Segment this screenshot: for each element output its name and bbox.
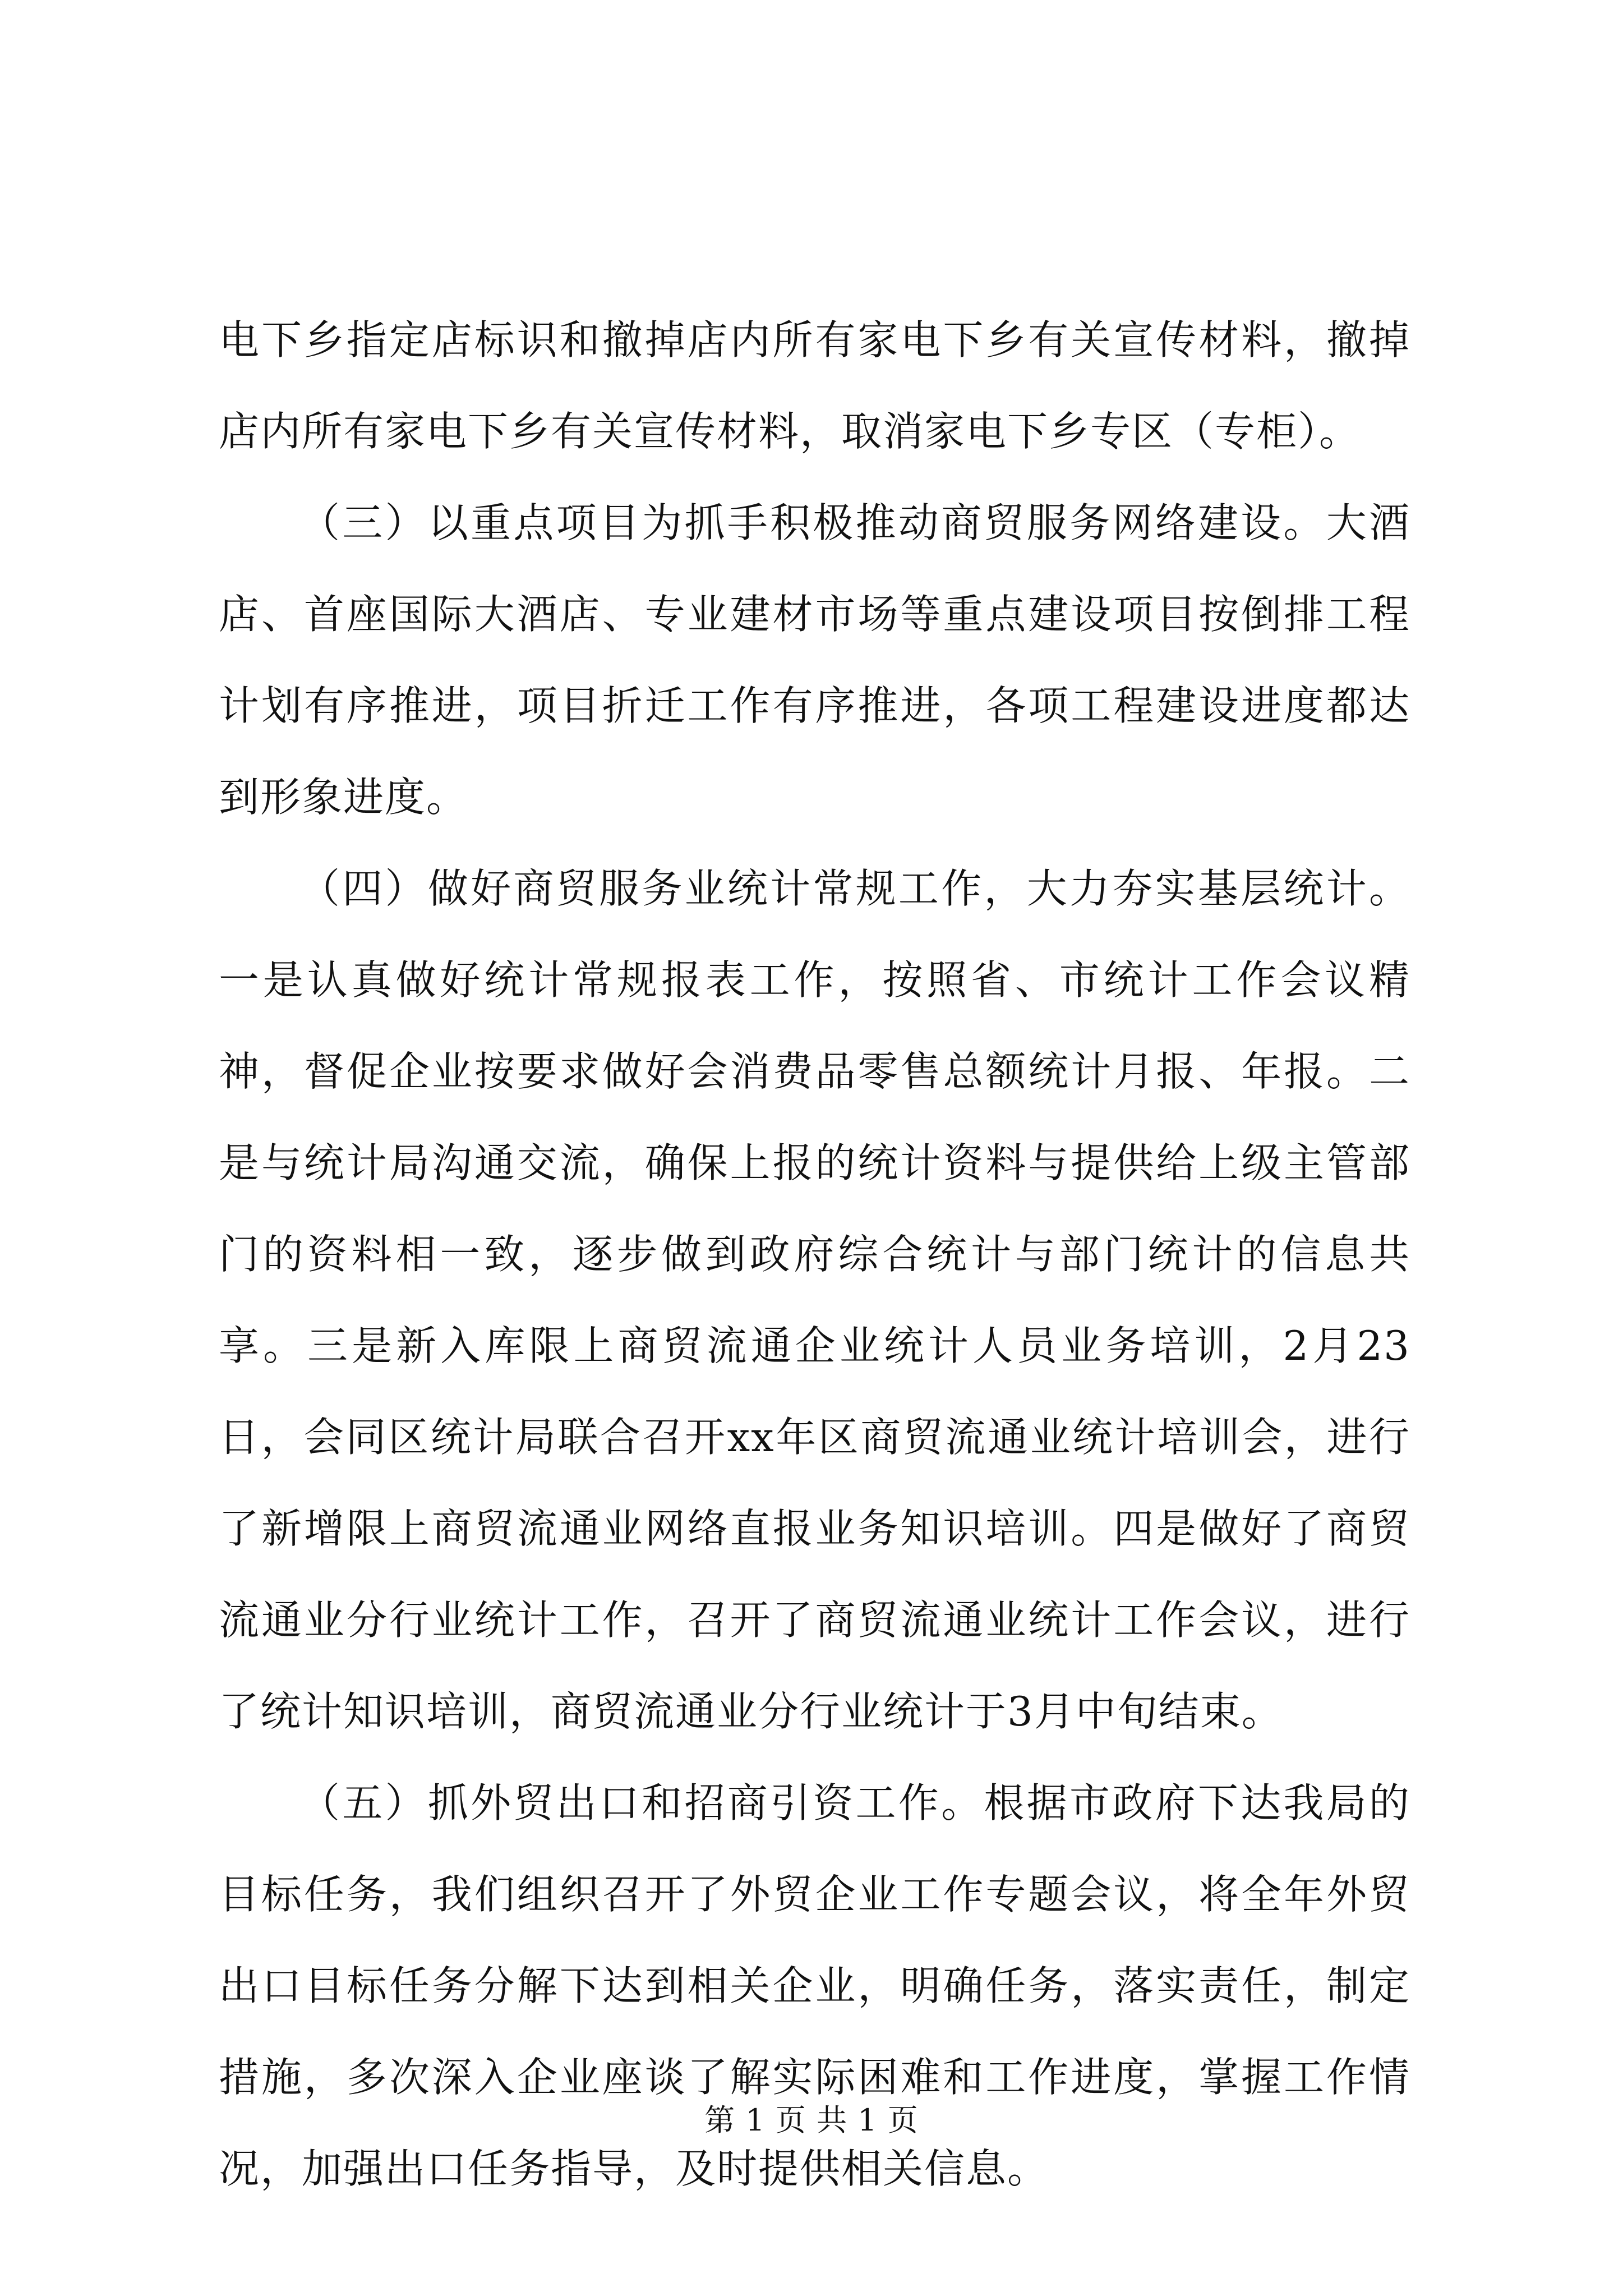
document-body [219, 295, 1410, 2215]
paragraph-section-3: （三）以重点项目为抓手积极推动商贸服务网络建设。大酒店、首座国际大酒店、专业建材市场等重点建设项目按倒排工程计划有序推进，项目折迁工作有序推进，各项工程建设进度都达到形象进度。 [219, 499, 1410, 821]
paragraph-section-5: （五）抓外贸出口和招商引资工作。根据市政府下达我局的目标任务，我们组织召开了外贸企业工作专题会议，将全年外贸出口目标任务分解下达到相关企业，明确任务，落实责任，制定措施，多次深入企业座谈了解实际困难和工作进度，掌握工作情况，加强出口任务指导，及时提供相关信息。 [219, 1779, 1410, 2192]
paragraph-section-4: （四）做好商贸服务业统计常规工作，大力夯实基层统计。一是认真做好统计常规报表工作，按照省、市统计工作会议精神，督促企业按要求做好会消费品零售总额统计月报、年报。二是与统计局沟通交流，确保上报的统计资料与提供给上级主管部门的资料相一致，逐步做到政府综合统计与部门统计的信息共享。三是新入库限上商贸流通企业统计人员业务培训，2月23日，会同区统计局联合召开xx年区商贸流通业统计培训会，进行了新增限上商贸流通业网络直报业务知识培训。四是做好了商贸流通业分行业统计工作，召开了商贸流通业统计工作会议，进行了统计知识培训，商贸流通业分行业统计于3月中旬结束。 [219, 865, 1410, 1735]
paragraph-continuation: 电下乡指定店标识和撤掉店内所有家电下乡有关宣传材料，撤掉店内所有家电下乡有关宣传材料，取消家电下乡专区（专柜）。 [219, 316, 1410, 455]
page-footer: 第 1 页 共 1 页 [704, 2102, 919, 2138]
